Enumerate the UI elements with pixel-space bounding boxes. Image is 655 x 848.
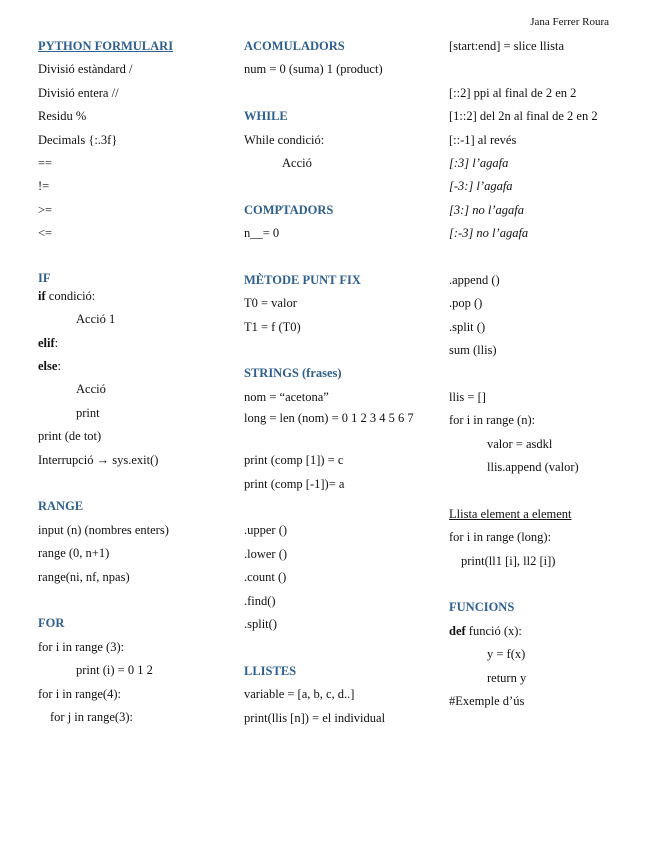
text-slice-2: [-3:] l’agafa <box>449 179 513 194</box>
text-nom: nom = “acetona” <box>244 389 329 404</box>
text-residu: Residu % <box>38 109 87 124</box>
text-append: .append () <box>449 272 500 287</box>
text-slice-1: [:3] l’agafa <box>449 155 509 170</box>
text-exemple: #Exemple d’ús <box>449 693 525 708</box>
keyword-if: if <box>38 288 46 303</box>
text-for-1: for i in range (3): <box>38 639 125 654</box>
text-step-2b: [1::2] del 2n al final de 2 en 2 <box>449 109 598 124</box>
text-for-3: for j in range(3): <box>50 709 133 724</box>
text-n: n__= 0 <box>244 226 280 241</box>
text-variable: variable = [a, b, c, d..] <box>244 687 355 702</box>
text-accio: Acció <box>76 382 106 397</box>
column-2 <box>244 36 439 731</box>
keyword-elif: elif <box>38 335 55 350</box>
text-slice-4: [:-3] no l’agafa <box>449 226 529 241</box>
text-equal: == <box>38 155 53 170</box>
text-if-condicio <box>38 286 228 309</box>
heading-range: RANGE <box>38 499 84 514</box>
text-for-long: for i in range (long): <box>449 530 552 545</box>
text-else <box>38 356 228 379</box>
text-range-1: range (0, n+1) <box>38 546 110 561</box>
text-while-accio: Acció <box>282 155 312 170</box>
heading-while: WHILE <box>244 109 288 124</box>
text-slice-3: [3:] no l’agafa <box>449 202 524 217</box>
text-step-2: [::2] ppi al final de 2 en 2 <box>449 85 577 100</box>
text-slice: [start:end] = slice llista <box>449 39 565 53</box>
heading-python-formulari: PYTHON FORMULARI <box>38 39 174 53</box>
heading-acomuladors: ACOMULADORS <box>244 39 345 53</box>
text-input: input (n) (nombres enters) <box>38 522 169 537</box>
heading-llistes: LLISTES <box>244 663 297 678</box>
text-find: .find() <box>244 593 276 608</box>
heading-comptadors: COMPTADORS <box>244 202 334 217</box>
heading-for: FOR <box>38 616 65 631</box>
text-while-condicio: While condició: <box>244 132 325 147</box>
text-divisio-entera: Divisió entera // <box>38 85 119 100</box>
text-if-rest: condició: <box>45 288 96 303</box>
text-return: return y <box>487 670 527 685</box>
text-llis-append: llis.append (valor) <box>487 460 579 475</box>
text-elif-rest: : <box>54 335 59 350</box>
heading-if: IF <box>38 270 51 285</box>
text-for-2: for i in range(4): <box>38 686 121 701</box>
text-upper: .upper () <box>244 523 288 538</box>
text-divisio-estandard: Divisió estàndard / <box>38 62 133 77</box>
text-long: long = len (nom) = 0 1 2 3 4 5 6 7 <box>244 411 414 426</box>
text-print-a: print (comp [-1])= a <box>244 476 345 491</box>
heading-metode-punt-fix: MÈTODE PUNT FIX <box>244 272 361 287</box>
text-interrupcio: Interrupció → sys.exit() <box>38 452 159 467</box>
text-split: .split () <box>449 319 486 334</box>
text-reverse: [::-1] al revés <box>449 132 517 147</box>
text-print-ll: print(ll1 [i], ll2 [i]) <box>461 553 556 568</box>
text-gte: >= <box>38 202 53 217</box>
text-llista-element: Llista element a element <box>449 506 572 521</box>
keyword-else: else <box>38 359 58 374</box>
heading-strings: STRINGS (frases) <box>244 366 342 381</box>
text-valor: valor = asdkl <box>487 436 553 451</box>
text-for-n: for i in range (n): <box>449 413 536 428</box>
text-else-rest: : <box>57 359 61 374</box>
text-llis: llis = [] <box>449 389 486 404</box>
text-split: .split() <box>244 616 277 631</box>
column-3 <box>449 36 649 714</box>
text-not-equal: != <box>38 179 50 194</box>
text-print-i: print (i) = 0 1 2 <box>76 663 153 678</box>
text-pop: .pop () <box>449 296 483 311</box>
text-accio-1: Acció 1 <box>76 312 116 327</box>
text-sum: sum (llis) <box>449 343 497 358</box>
text-print: print <box>76 405 100 420</box>
text-range-2: range(ni, nf, npas) <box>38 569 130 584</box>
text-def <box>449 621 649 644</box>
heading-funcions: FUNCIONS <box>449 600 515 615</box>
text-print-de-tot: print (de tot) <box>38 429 102 444</box>
text-t1: T1 = f (T0) <box>244 319 301 334</box>
text-num: num = 0 (suma) 1 (product) <box>244 62 383 77</box>
column-1 <box>38 36 228 730</box>
text-count: .count () <box>244 570 287 585</box>
text-print-llis: print(llis [n]) = el individual <box>244 710 386 725</box>
text-decimals: Decimals {:.3f} <box>38 132 118 147</box>
text-lower: .lower () <box>244 546 288 561</box>
keyword-def: def <box>449 623 466 638</box>
text-def-rest: funció (x): <box>465 623 522 638</box>
text-lte: <= <box>38 226 53 241</box>
text-elif <box>38 333 228 356</box>
text-y: y = f(x) <box>487 647 526 662</box>
author-name: Jana Ferrer Roura <box>530 16 609 28</box>
text-t0: T0 = valor <box>244 296 297 311</box>
text-print-c: print (comp [1]) = c <box>244 453 344 468</box>
